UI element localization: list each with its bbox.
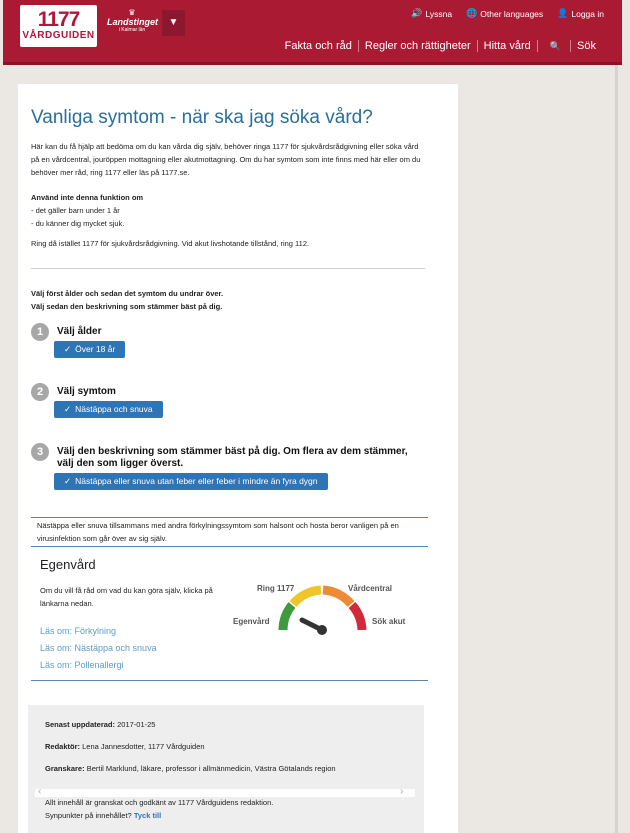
logo-number: 1177 bbox=[37, 8, 80, 31]
page-scroll-rail bbox=[615, 64, 618, 833]
step-title: Välj den beskrivning som stämmer bäst på dig. Om flera av dem stämmer, välj den som ligger överst. bbox=[57, 446, 408, 469]
divider bbox=[31, 268, 425, 269]
step-symptom bbox=[31, 383, 426, 423]
editor-row bbox=[45, 742, 205, 751]
description-selected-button[interactable] bbox=[54, 473, 328, 490]
logo-name: VÅRDGUIDEN bbox=[22, 30, 95, 41]
main-nav bbox=[279, 40, 608, 52]
nav-hitta-vard[interactable]: Hitta vård bbox=[477, 40, 537, 52]
languages-link[interactable] bbox=[466, 8, 543, 19]
reviewer-row bbox=[45, 764, 336, 773]
warning-item: - du känner dig mycket sjuk. bbox=[31, 219, 125, 228]
warning-heading: Använd inte denna funktion om bbox=[31, 193, 144, 202]
scroll-right-icon[interactable]: › bbox=[400, 786, 404, 797]
step-number: 3 bbox=[31, 443, 49, 461]
region-sub: i Kalmar län bbox=[118, 27, 146, 33]
description-selected-label: Nästäppa eller snuva utan feber eller feber i mindre än fyra dygn bbox=[75, 476, 318, 486]
link-pollenallergi[interactable]: Läs om: Pollenallergi bbox=[40, 660, 124, 670]
reviewer-value: Bertil Marklund, läkare, professor i allmänmedicin, Västra Götalands region bbox=[86, 764, 336, 773]
link-nastappa[interactable]: Läs om: Nästäppa och snuva bbox=[40, 643, 157, 653]
top-links bbox=[411, 8, 604, 19]
search-icon: 🔍 bbox=[549, 41, 561, 51]
care-level-gauge bbox=[230, 580, 410, 650]
globe-icon: 🌐 bbox=[466, 8, 478, 18]
step-description bbox=[31, 443, 426, 493]
step-title: Välj symtom bbox=[57, 386, 116, 397]
vardguiden-logo[interactable] bbox=[20, 5, 97, 47]
gauge-segment-egenvard bbox=[283, 605, 292, 630]
crown-icon: ♛ bbox=[128, 8, 136, 17]
nav-search-label: Sök bbox=[570, 40, 602, 52]
step-number: 1 bbox=[31, 323, 49, 341]
nav-regler[interactable]: Regler och rättigheter bbox=[358, 40, 477, 52]
gauge-segment-vardcentral bbox=[323, 590, 351, 604]
symptom-selected-label: Nästäppa och snuva bbox=[75, 404, 153, 414]
nav-fakta[interactable]: Fakta och råd bbox=[284, 40, 352, 52]
listen-link[interactable] bbox=[411, 8, 452, 19]
gauge-label-vardcentral: Vårdcentral bbox=[348, 584, 393, 593]
gauge-label-ring: Ring 1177 bbox=[257, 584, 295, 593]
editor-value: Lena Jannesdotter, 1177 Vårdguiden bbox=[82, 742, 205, 751]
info-box: Nästäppa eller snuva tillsammans med andra förkylningssymtom som halsont och hosta beror vanligen på en virusinfektion som går över av sig själv. bbox=[31, 517, 428, 547]
age-selected-button[interactable] bbox=[54, 341, 125, 358]
gauge-label-akut: Sök akut bbox=[372, 617, 406, 626]
step-age bbox=[31, 323, 426, 363]
gauge-segment-akut bbox=[352, 605, 362, 630]
divider bbox=[31, 680, 428, 681]
reviewer-label: Granskare: bbox=[45, 764, 85, 773]
check-icon: ✓ bbox=[64, 476, 72, 486]
page-title: Vanliga symtom - när ska jag söka vård? bbox=[31, 107, 373, 128]
horizontal-scrollbar[interactable] bbox=[35, 789, 415, 797]
region-dropdown-button[interactable] bbox=[162, 10, 185, 36]
egenvard-text: Om du vill få råd om vad du kan göra själv, klicka på länkarna nedan. bbox=[40, 586, 213, 608]
nav-search[interactable] bbox=[537, 40, 608, 52]
updated-value: 2017-01-25 bbox=[117, 720, 156, 729]
updated-label: Senast uppdaterad: bbox=[45, 720, 116, 729]
check-icon: ✓ bbox=[64, 404, 72, 414]
symptom-selected-button[interactable] bbox=[54, 401, 163, 418]
needle-hub bbox=[317, 625, 327, 635]
scroll-left-icon[interactable]: ‹ bbox=[38, 786, 42, 797]
feedback-row bbox=[45, 811, 161, 820]
login-link[interactable] bbox=[557, 8, 604, 19]
user-icon: 👤 bbox=[557, 8, 569, 18]
region-name: Landstinget bbox=[107, 17, 158, 27]
updated-row bbox=[45, 720, 155, 729]
gauge-label-egenvard: Egenvård bbox=[233, 617, 270, 626]
region-logo[interactable] bbox=[107, 8, 157, 38]
chevron-down-icon: ▼ bbox=[168, 17, 179, 28]
instructions bbox=[31, 287, 426, 313]
feedback-question: Synpunkter på innehållet? bbox=[45, 811, 132, 820]
step-title: Välj ålder bbox=[57, 326, 102, 337]
gauge-needle bbox=[302, 620, 327, 635]
instruction-1: Välj först ålder och sedan det symtom du undrar över. bbox=[31, 289, 224, 298]
link-forkylning[interactable]: Läs om: Förkylning bbox=[40, 626, 117, 636]
intro-paragraph: Här kan du få hjälp att bedöma om du kan vårda dig själv, behöver ringa 1177 för sjukvårdsrådgivning eller söka vård på en vårdcentral, jouröppen mottagning eller akutmottagning. Om du har symtom som inte finns med här eller om du behöver mer råd, ring 1177 eller läs på 1177.se. bbox=[31, 142, 421, 177]
egenvard-title: Egenvård bbox=[40, 557, 96, 572]
gauge-segment-ring bbox=[293, 590, 321, 604]
speaker-icon: 🔊 bbox=[411, 8, 423, 18]
listen-label: Lyssna bbox=[425, 8, 453, 19]
site-header bbox=[3, 0, 622, 65]
age-selected-label: Över 18 år bbox=[75, 344, 116, 354]
warning-after: Ring då istället 1177 för sjukvårdsrådgivning. Vid akut livshotande tillstånd, ring 112. bbox=[31, 239, 310, 248]
instruction-2: Välj sedan den beskrivning som stämmer bäst på dig. bbox=[31, 302, 223, 311]
intro-text bbox=[31, 140, 426, 250]
check-icon: ✓ bbox=[64, 344, 72, 354]
login-label: Logga in bbox=[571, 8, 604, 19]
review-note: Allt innehåll är granskat och godkänt av 1177 Vårdguidens redaktion. bbox=[45, 798, 274, 807]
step-number: 2 bbox=[31, 383, 49, 401]
editor-label: Redaktör: bbox=[45, 742, 81, 751]
warning-item: - det gäller barn under 1 år bbox=[31, 206, 120, 215]
feedback-link[interactable]: Tyck till bbox=[133, 811, 162, 820]
languages-label: Other languages bbox=[480, 8, 544, 19]
